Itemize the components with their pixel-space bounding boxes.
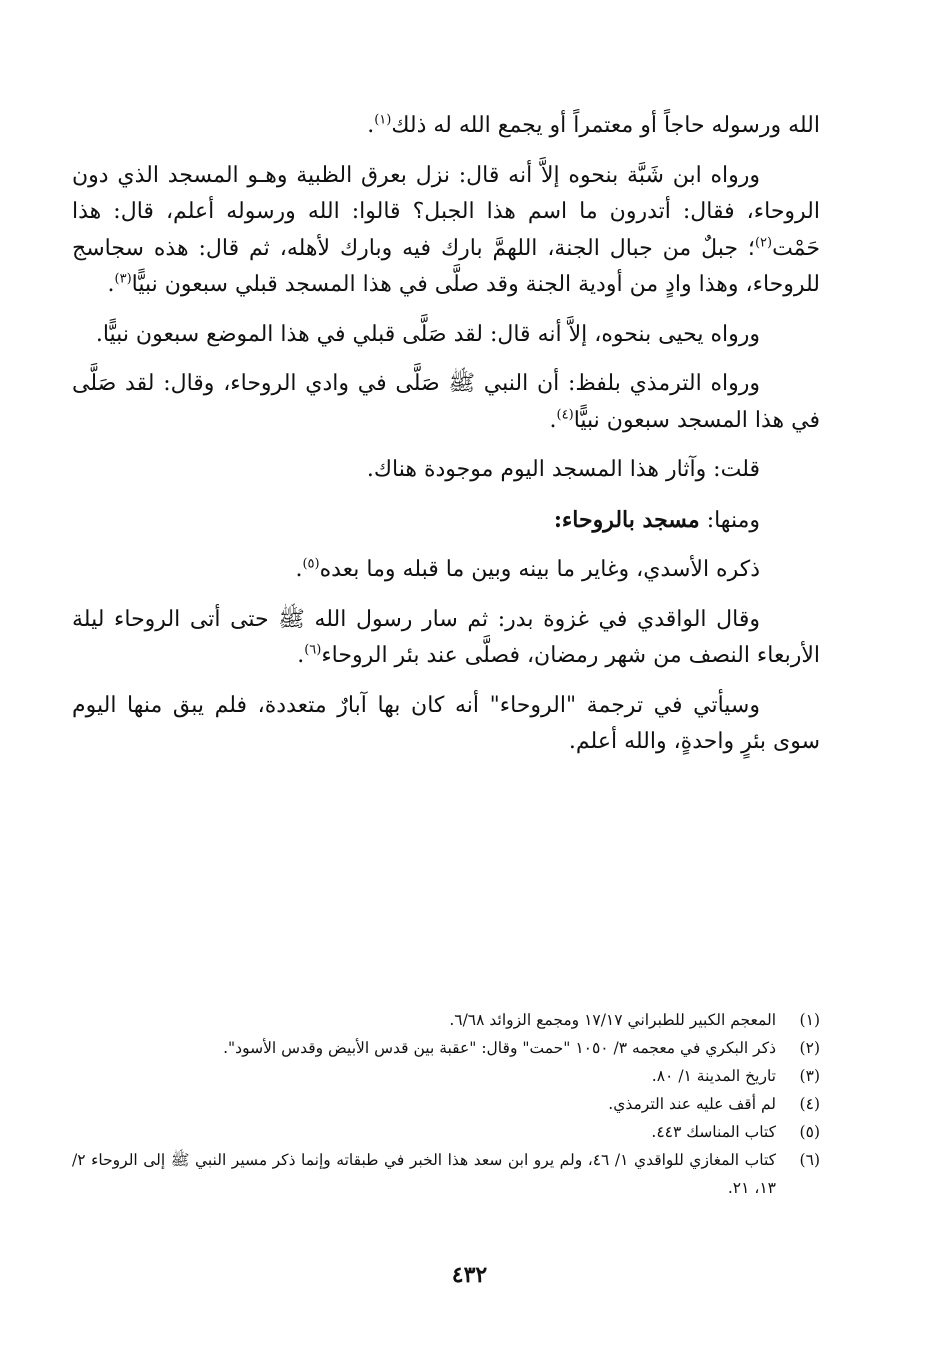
- footnote-number: (٢): [799, 1039, 820, 1057]
- paragraph-2: [72, 158, 820, 304]
- footnote-text: تاريخ المدينة ١/ ٨٠.: [651, 1067, 776, 1085]
- footnote-number: (١): [799, 1011, 820, 1029]
- paragraph-4: [72, 366, 820, 439]
- paragraph-end: .: [549, 407, 557, 433]
- paragraph-end: .: [367, 113, 375, 138]
- paragraph-7: [72, 552, 820, 589]
- paragraph-end: .: [297, 643, 305, 668]
- footnote-ref-4: (٤): [556, 407, 574, 423]
- footnote-ref-2: (٢): [754, 235, 773, 251]
- paragraph-6: [72, 502, 820, 540]
- section-heading: مسجد بالروحاء:: [553, 506, 700, 533]
- footnote-number: (٥): [799, 1123, 820, 1141]
- footnote-text: المعجم الكبير للطبراني ١٧/١٧ ومجمع الزوائد ٦/٦٨.: [449, 1011, 776, 1029]
- footnote-number: (٤): [799, 1095, 820, 1113]
- paragraph-text-continued: ؛ جبلٌ من جبال الجنة، اللهمَّ بارك فيه وبارك لأهله، ثم قال: هذه سجاسج للروحاء، وهذا وادٍ من أودية الجنة وقد صلَّى في هذا المسجد قبلي سبعون نبيًّا: [72, 235, 820, 297]
- paragraph-text: الله ورسوله حاجاً أو معتمراً أو يجمع الله له ذلك: [391, 113, 820, 138]
- footnotes: [72, 1006, 820, 1202]
- footnote-ref-6: (٦): [304, 642, 322, 658]
- paragraph-text: ذكره الأسدي، وغاير ما بينه وبين ما قبله وما بعده: [319, 557, 760, 582]
- paragraph-3: [72, 317, 820, 354]
- paragraph-1: [72, 108, 820, 145]
- paragraph-end: .: [295, 557, 303, 582]
- paragraph-text: وقال الواقدي في غزوة بدر: ثم سار رسول الله ﷺ حتى أتى الروحاء ليلة الأربعاء النصف من شهر رمضان، فصلَّى عند بئر الروحاء: [72, 606, 820, 668]
- footnote-text: كتاب المغازي للواقدي ١/ ٤٦، ولم يرو ابن سعد هذا الخبر في طبقاته وإنما ذكر مسير النبي ﷺ إلى الروحاء ٢/ ١٣، ٢١.: [72, 1151, 776, 1197]
- paragraph-end: .: [107, 272, 115, 297]
- footnote-5: [72, 1118, 820, 1146]
- footnote-number: (٣): [799, 1067, 820, 1085]
- paragraph-5: [72, 452, 820, 489]
- paragraph-text: قلت: وآثار هذا المسجد اليوم موجودة هناك.: [366, 457, 760, 482]
- paragraph-text: ورواه الترمذي بلفظ: أن النبي ﷺ صَلَّى في وادي الروحاء، وقال: لقد صَلَّى في هذا المسجد سبعون نبيًّا: [72, 371, 820, 433]
- footnote-4: [72, 1090, 820, 1118]
- footnote-ref-1: (١): [374, 112, 392, 128]
- paragraph-text: وسيأتي في ترجمة "الروحاء" أنه كان بها آبارٌ متعددة، فلم يبق منها اليوم سوى بئرٍ واحدةٍ، والله أعلم.: [72, 692, 820, 754]
- footnote-6: [72, 1146, 820, 1202]
- footnote-text: لم أقف عليه عند الترمذي.: [608, 1095, 776, 1113]
- footnote-number: (٦): [799, 1151, 820, 1169]
- paragraph-text: ورواه ابن شَبَّة بنحوه إلاَّ أنه قال: نزل بعرق الظبية وهـو المسجد الذي دون الروحاء، فقال: أتدرون ما اسم هذا الجبل؟ قالوا: الله ورسوله أعلم، قال: هذا حَمْت: [72, 162, 820, 261]
- paragraph-text: ومنها:: [699, 507, 760, 533]
- footnote-ref-5: (٥): [302, 556, 320, 572]
- body-text: [72, 108, 820, 774]
- footnote-text: كتاب المناسك ٤٤٣.: [651, 1123, 776, 1141]
- page-number: ٤٣٢: [451, 1262, 488, 1288]
- footnote-1: [72, 1006, 820, 1034]
- footnote-2: [72, 1034, 820, 1062]
- paragraph-9: [72, 688, 820, 761]
- paragraph-8: [72, 602, 820, 675]
- footnote-3: [72, 1062, 820, 1090]
- footnote-ref-3: (٣): [114, 271, 132, 287]
- footnote-text: ذكر البكري في معجمه ٣/ ١٠٥٠ "حمت" وقال: "عقبة بين قدس الأبيض وقدس الأسود".: [223, 1039, 776, 1057]
- paragraph-text: ورواه يحيى بنحوه، إلاَّ أنه قال: لقد صَلَّى قبلي في هذا الموضع سبعون نبيًّا.: [95, 321, 760, 347]
